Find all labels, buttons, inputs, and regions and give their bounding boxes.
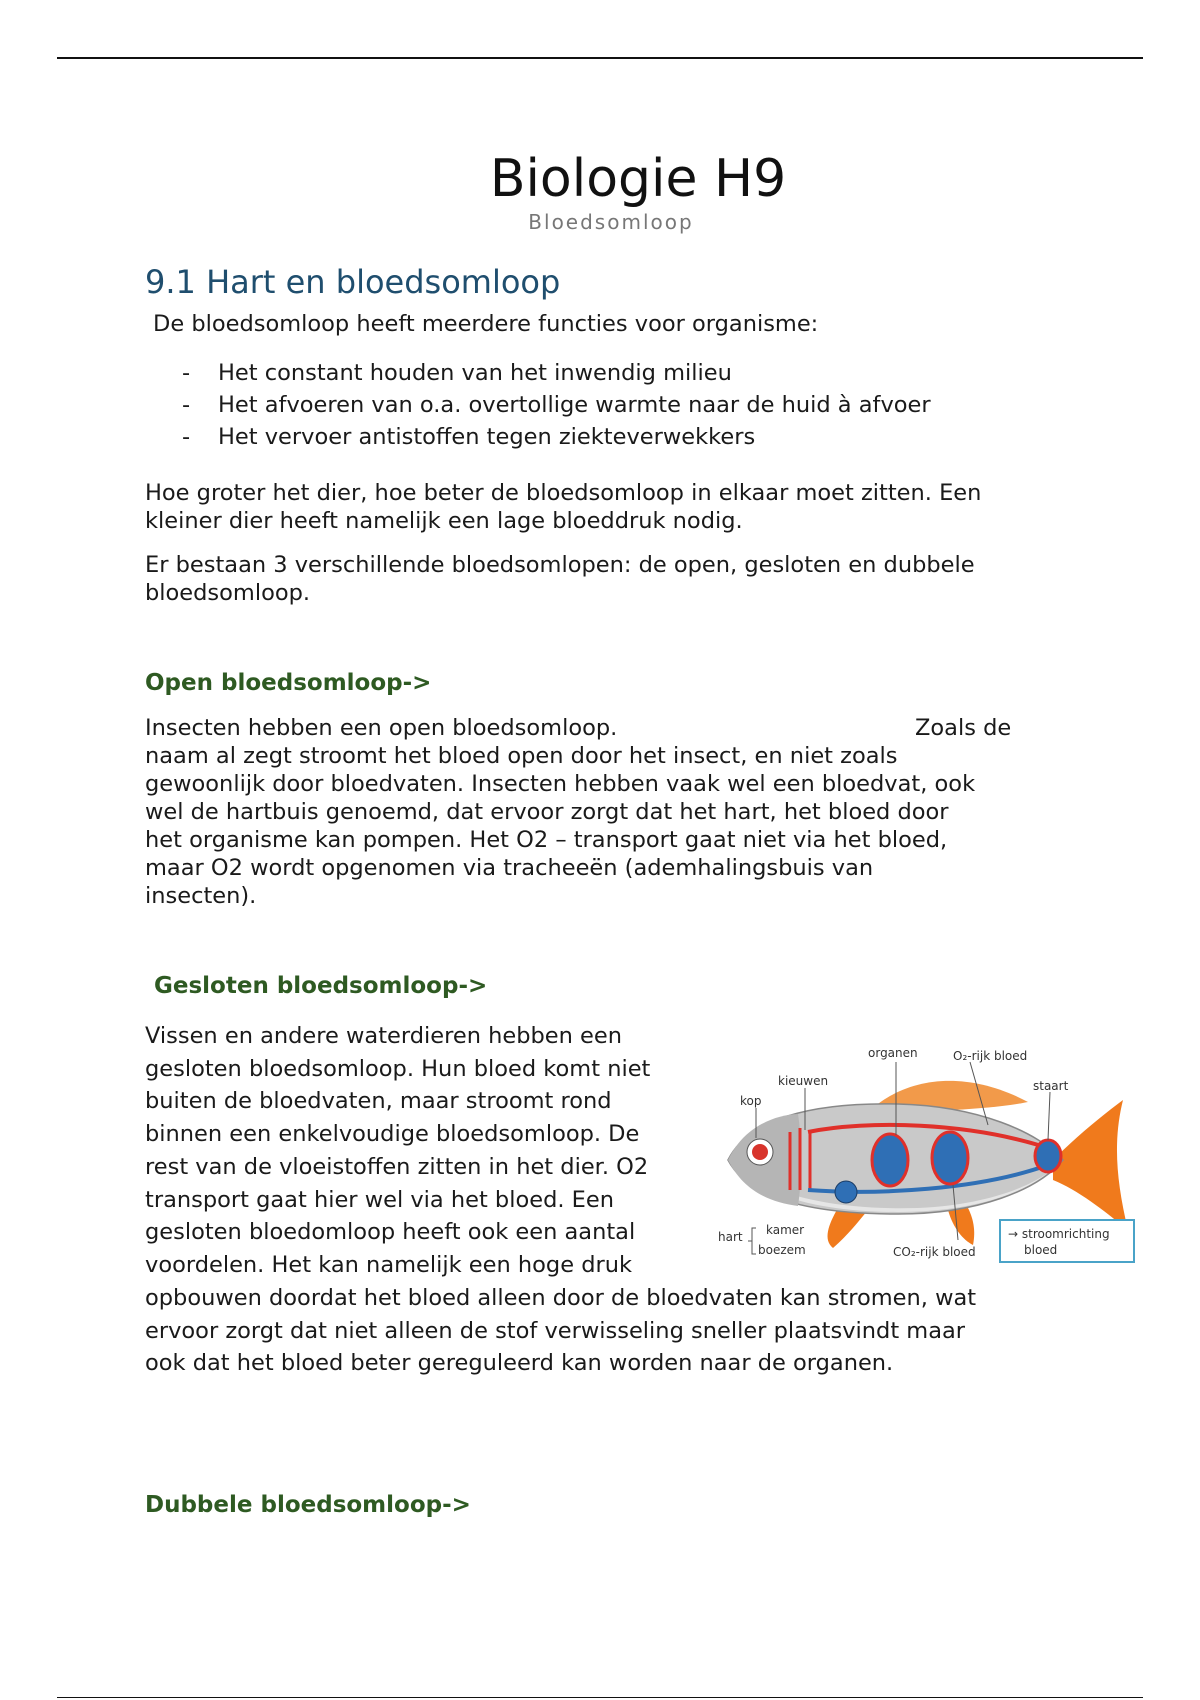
legend-text-2: bloed: [1024, 1243, 1058, 1257]
text-line: transport gaat hier wel via het bloed. Een: [145, 1186, 614, 1213]
text-line: wel de hartbuis genoemd, dat ervoor zorgt dat het hart, het bloed door: [145, 799, 949, 825]
text-line: ervoor zorgt dat niet alleen de stof verwisseling sneller plaatsvindt maar: [145, 1317, 966, 1344]
list-item: [182, 357, 931, 389]
text-line: rest van de vloeistoffen zitten in het dier. O2: [145, 1153, 649, 1180]
label-staart: staart: [1033, 1079, 1069, 1093]
text-line: naam al zegt stroomt het bloed open door het insect, en niet zoals: [145, 743, 898, 769]
text-line: bloedsomloop.: [145, 580, 311, 606]
text-line: gesloten bloedsomloop. Hun bloed komt niet: [145, 1055, 651, 1082]
bottom-rule: [57, 1697, 1143, 1698]
text-line: ook dat het bloed beter gereguleerd kan worden naar de organen.: [145, 1350, 894, 1377]
pelvic-fin-icon: [828, 1208, 868, 1248]
paragraph-gesloten-full: [145, 1282, 1065, 1380]
top-rule: [57, 57, 1143, 59]
dash-bullet: -: [182, 424, 191, 450]
heading-open-bloedsomloop: Open bloedsomloop->: [145, 670, 432, 696]
organ-capillary-icon: [932, 1132, 968, 1184]
document-subtitle: Bloedsomloop: [528, 210, 694, 234]
label-boezem: boezem: [758, 1243, 806, 1257]
label-hart: hart: [718, 1230, 743, 1244]
paragraph-size: [145, 479, 1065, 535]
text-line: maar O2 wordt opgenomen via tracheeën (ademhalingsbuis van: [145, 855, 874, 881]
text-fragment: Zoals de: [915, 715, 1012, 741]
text-line: insecten).: [145, 883, 257, 909]
list-item: [182, 421, 931, 453]
list-item: [182, 389, 931, 421]
list-item-text: Het vervoer antistoffen tegen ziekteverwekkers: [218, 424, 756, 450]
text-line: Vissen en andere waterdieren hebben een: [145, 1023, 622, 1049]
text-line: opbouwen doordat het bloed alleen door de bloedvaten kan stromen, wat: [145, 1285, 977, 1311]
label-kop: kop: [740, 1094, 762, 1108]
legend-text-1: → stroomrichting: [1008, 1227, 1110, 1241]
organ-capillary-icon: [872, 1134, 908, 1186]
dash-bullet: -: [182, 360, 191, 386]
label-kieuwen: kieuwen: [778, 1074, 829, 1088]
function-list: [182, 357, 931, 453]
tail-fin-icon: [1053, 1100, 1128, 1230]
text-line: voordelen. Het kan namelijk een hoge druk: [145, 1251, 633, 1278]
text-line: binnen een enkelvoudige bloedsomloop. De: [145, 1121, 640, 1148]
list-item-text: Het afvoeren van o.a. overtollige warmte naar de huid à afvoer: [218, 392, 931, 418]
label-kamer: kamer: [766, 1223, 805, 1237]
label-organen: organen: [868, 1046, 918, 1060]
fish-circulation-diagram: [718, 1040, 1138, 1270]
text-line: [145, 714, 1065, 742]
text-line: het organisme kan pompen. Het O2 – transport gaat niet via het bloed,: [145, 827, 948, 853]
text-line: Hoe groter het dier, hoe beter de bloedsomloop in elkaar moet zitten. Een: [145, 480, 982, 506]
text-line: Er bestaan 3 verschillende bloedsomlopen: de open, gesloten en dubbele: [145, 552, 975, 578]
anal-fin-icon: [948, 1208, 974, 1245]
heading-gesloten-bloedsomloop: Gesloten bloedsomloop->: [154, 973, 488, 999]
section-heading-9-1: 9.1 Hart en bloedsomloop: [145, 263, 561, 301]
text-line: gewoonlijk door bloedvaten. Insecten hebben vaak wel een bloedvat, ook: [145, 771, 976, 797]
text-line: gesloten bloedomloop heeft ook een aantal: [145, 1219, 636, 1246]
tail-capillary-icon: [1035, 1140, 1061, 1172]
eye-pupil: [752, 1144, 768, 1160]
label-co2-rijk-bloed: CO₂-rijk bloed: [893, 1245, 976, 1259]
hart-bracket: [748, 1228, 756, 1254]
text-line: buiten de bloedvaten, maar stroomt rond: [145, 1088, 612, 1115]
paragraph-types: [145, 551, 1065, 607]
paragraph-gesloten-column: [145, 1020, 705, 1282]
document-title: Biologie H9: [489, 149, 787, 209]
heart-icon: [835, 1181, 857, 1203]
text-fragment: Insecten hebben een open bloedsomloop.: [145, 715, 618, 741]
dash-bullet: -: [182, 392, 191, 418]
heading-dubbele-bloedsomloop: Dubbele bloedsomloop->: [145, 1492, 471, 1518]
list-item-text: Het constant houden van het inwendig milieu: [218, 360, 732, 386]
text-line: kleiner dier heeft namelijk een lage bloeddruk nodig.: [145, 508, 743, 534]
paragraph-open: [145, 714, 1065, 910]
label-o2-rijk-bloed: O₂-rijk bloed: [953, 1049, 1028, 1063]
intro-text: De bloedsomloop heeft meerdere functies voor organisme:: [153, 311, 819, 337]
